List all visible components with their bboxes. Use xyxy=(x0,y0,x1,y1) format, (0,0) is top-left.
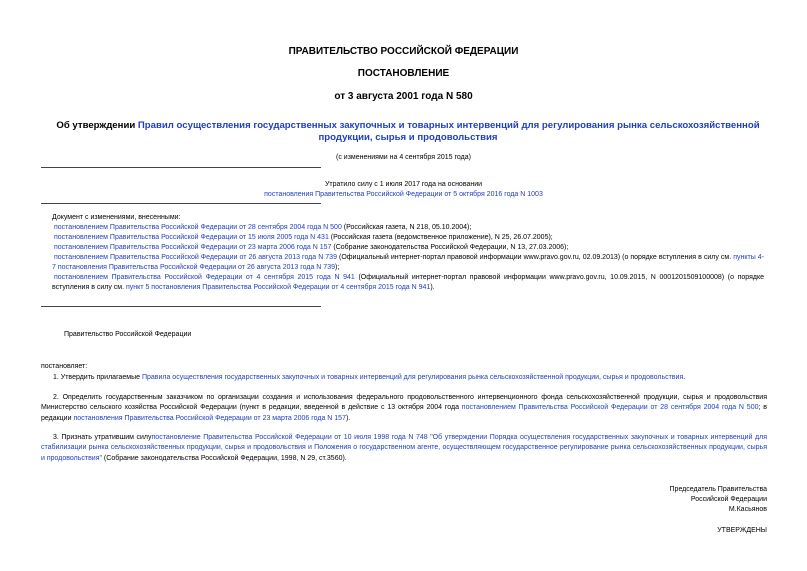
change-item xyxy=(52,243,764,253)
paragraph-1-text: 1. Утвердить прилагаемые xyxy=(53,374,142,381)
paragraph-2-link-2[interactable]: постановления Правительства Российской Федерации от 23 марта 2006 года N 157 xyxy=(73,414,346,422)
repeal-link[interactable]: постановления Правительства Российской Федерации от 5 октября 2016 года N 1003 xyxy=(264,191,543,198)
government-line: Правительство Российской Федерации xyxy=(64,331,192,338)
amended-note: (с изменениями на 4 сентября 2015 года) xyxy=(336,154,471,161)
divider xyxy=(41,203,321,204)
government-heading: ПРАВИТЕЛЬСТВО РОССИЙСКОЙ ФЕДЕРАЦИИ xyxy=(288,46,519,57)
signature-title-2: Российской Федерации xyxy=(690,496,767,503)
change-source: (Российская газета, N 218, 05.10.2004); xyxy=(341,224,472,231)
change-source: (Российская газета (ведомственное приложение), N 25, 26.07.2005); xyxy=(328,234,553,241)
change-link[interactable]: постановлением Правительства Российской Федерации от 28 сентября 2004 года N 500 xyxy=(54,224,342,231)
signature-title: Председатель Правительства xyxy=(669,486,767,493)
repeal-notice: Утратило силу с 1 июля 2017 года на основании xyxy=(324,181,483,188)
change-source-end: ); xyxy=(335,264,340,271)
changes-heading: Документ с изменениями, внесенными: xyxy=(52,214,181,221)
change-source: (Собрание законодательства Российской Федерации, N 13, 27.03.2006); xyxy=(331,244,569,251)
change-item xyxy=(52,233,764,243)
divider xyxy=(41,306,321,307)
paragraph-1-link[interactable]: Правила осуществления государственных закупочных и товарных интервенций для регулирования рынка сельскохозяйственной продукции, сырья и продовольствия xyxy=(141,374,684,381)
change-link-secondary[interactable]: пункт 5 постановления Правительства Российской Федерации от 4 сентября 2015 года N 941 xyxy=(126,284,431,291)
change-item xyxy=(52,273,764,293)
changes-block xyxy=(52,213,764,293)
paragraph-3-text: 3. Признать утратившим силу xyxy=(53,434,152,441)
paragraph-3 xyxy=(41,433,767,464)
change-item xyxy=(52,223,764,233)
document-type: ПОСТАНОВЛЕНИЕ xyxy=(357,68,450,79)
change-link[interactable]: постановлением Правительства Российской Федерации от 23 марта 2006 года N 157 xyxy=(54,244,332,251)
change-source-end: ). xyxy=(430,284,435,291)
approved-label: УТВЕРЖДЕНЫ xyxy=(717,527,767,534)
change-item xyxy=(52,253,764,273)
signature-name: М.Касьянов xyxy=(728,506,767,513)
change-link-secondary[interactable]: пункты 4-7 постановления Правительства Российской Федерации от 26 августа 2013 года N 739 xyxy=(52,254,764,271)
change-source: (Официальный интернет-портал правовой информации www.pravo.gov.ru, 10.09.2015, N 0001201509100008) (о порядке вступления в силу см. xyxy=(52,274,764,291)
title-prefix: Об утверждении xyxy=(56,120,138,131)
paragraph-3-link[interactable]: постановление Правительства Российской Федерации от 10 июля 1998 года N 748 "Об утверждении Порядка осуществления государственных закупочных и товарных интервенций для стабилизации рынка сельскохозяйственных продукции, сырья и продовольствия и Положения о государственном агенте, осуществляющем государственное регулирование рынка сельскохозяйственных продукции, сырья и продовольствия" xyxy=(41,434,767,462)
paragraph-2-end: ). xyxy=(345,414,351,422)
paragraph-2-text: 2. Определить государственным заказчиком по организации создания и использования федерального продовольственного интервенционного фонда сельскохозяйственной продукции, сырья и продовольствия Министерство сельского хозяйства Российской Федерации (пункт в редакции, введенной в действие с 13 октября 2004 года xyxy=(41,394,767,412)
title-link[interactable]: Правил осуществления государственных закупочных и товарных интервенций для регулирования рынка сельскохозяйственной продукции, сырья и продовольствия xyxy=(137,120,760,143)
change-link[interactable]: постановлением Правительства Российской Федерации от 26 августа 2013 года N 739 xyxy=(54,254,337,261)
change-source: (Официальный интернет-портал правовой информации www.pravo.gov.ru, 02.09.2013) (о порядке вступления в силу см. xyxy=(336,254,734,261)
change-link[interactable]: постановлением Правительства Российской Федерации от 15 июля 2005 года N 431 xyxy=(54,234,329,241)
paragraph-1-end: . xyxy=(683,374,686,381)
divider xyxy=(41,167,321,168)
paragraph-2-link-1[interactable]: постановлением Правительства Российской Федерации от 28 сентября 2004 года N 500 xyxy=(461,404,759,412)
paragraph-2 xyxy=(41,393,767,424)
signature-block xyxy=(670,485,767,515)
document-date-number: от 3 августа 2001 года N 580 xyxy=(334,91,473,102)
paragraph-3-end: (Собрание законодательства Российской Федерации, 1998, N 29, ст.3560). xyxy=(101,454,347,462)
paragraph-1 xyxy=(41,373,767,383)
decrees-line: постановляет: xyxy=(41,363,88,370)
paragraph-2-mid: ; в редакции xyxy=(41,404,767,422)
change-link[interactable]: постановлением Правительства Российской Федерации от 4 сентября 2015 года N 941 xyxy=(54,274,355,281)
document-title xyxy=(52,120,764,144)
